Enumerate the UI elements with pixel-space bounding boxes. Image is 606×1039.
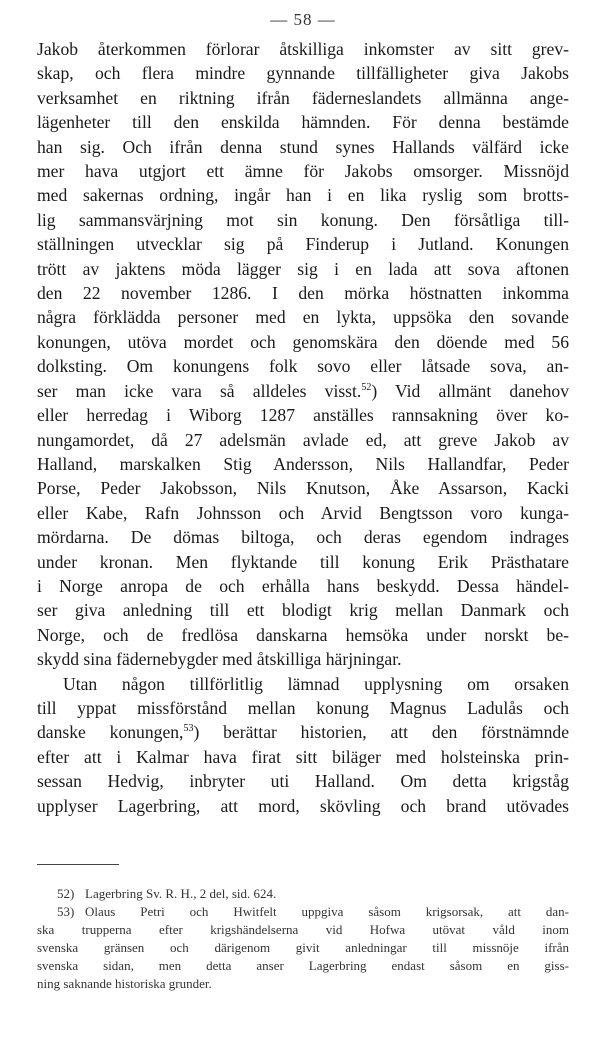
- footnote-53: [37, 903, 569, 993]
- paragraph-1: [37, 37, 569, 672]
- text-segment: danske konungen,: [37, 722, 184, 743]
- text-line: upplyser Lagerbring, att mord, skövling och brand utövades: [37, 795, 569, 816]
- text-line: han sig. Och ifrån denna stund synes Hallands välfärd icke: [37, 136, 569, 157]
- text-line: eller Kabe, Rafn Johnsson och Arvid Bengtsson voro kunga-: [37, 502, 569, 523]
- text-line: till yppat missförstånd mellan konung Magnus Ladulås och: [37, 697, 569, 718]
- page-number: — 58 —: [270, 10, 336, 29]
- footnote-line: [37, 903, 569, 921]
- footnote-divider: [37, 864, 119, 865]
- text-line-with-footnote-ref: [37, 720, 569, 744]
- text-line-with-footnote-ref: [37, 379, 569, 403]
- text-line: ställningen utvecklar sig på Finderup i Jutland. Konungen: [37, 234, 569, 255]
- text-line: dolksting. Om konungens folk sovo eller låtsade sova, an-: [37, 356, 569, 377]
- footnote-ref-52[interactable]: 52: [361, 381, 372, 393]
- text-segment: ser man icke vara så alldeles visst.: [37, 380, 362, 401]
- footnote-line: svenska gränsen och därigenom givit anledningar till missnöje ifrån: [37, 940, 569, 955]
- book-page: [37, 8, 569, 993]
- text-line: den 22 november 1286. I den mörka höstnatten inkomma: [37, 283, 569, 304]
- footnote-line: svenska sidan, men detta anser Lagerbring endast såsom en giss-: [37, 958, 569, 973]
- text-line: några förklädda personer med en lykta, uppsöka den sovande: [37, 307, 569, 328]
- footnote-text: Olaus Petri och Hwitfelt uppgiva såsom krigsorsak, att dan-: [85, 904, 569, 919]
- text-line: trött av jaktens möda lägger sig i en lada att sova aftonen: [37, 258, 569, 279]
- body-text: [37, 37, 569, 818]
- text-line: mer hava utgjort ett ämne för Jakobs omsorger. Missnöjd: [37, 161, 569, 182]
- text-line: lägenheter till den enskilda hämnden. För denna bestämde: [37, 112, 569, 133]
- footnote-line: ning saknande historiska grunder.: [37, 976, 212, 991]
- footnote-marker: 53): [57, 904, 75, 919]
- text-segment: ) berättar historien, att den förstnämnde: [193, 722, 570, 743]
- text-line: med sakernas ordning, ingår han i en lika ryslig som brotts-: [37, 185, 569, 206]
- text-line: Utan någon tillförlitlig lämnad upplysning om orsaken: [63, 673, 569, 694]
- text-line: nungamordet, då 27 adelsmän avlade ed, att greve Jakob av: [37, 429, 569, 450]
- text-line: efter att i Kalmar hava firat sitt biläger med holsteinska prin-: [37, 746, 569, 767]
- text-line: konungen, utöva mordet och genomskära den döende med 56: [37, 331, 569, 352]
- text-line: ser giva anledning till ett blodigt krig mellan Danmark och: [37, 600, 569, 621]
- footnote-52: [37, 885, 569, 903]
- text-line: Porse, Peder Jakobsson, Nils Knutson, Åke Assarson, Kacki: [37, 478, 569, 499]
- footnotes: [37, 885, 569, 993]
- text-line: eller herredag i Wiborg 1287 anställes rannsakning över ko-: [37, 405, 569, 426]
- text-segment: ) Vid allmänt danehov: [371, 380, 569, 401]
- text-line: Jakob återkommen förlorar åtskilliga inkomster av sitt grev-: [37, 39, 569, 59]
- text-line: Norge, och de fredlösa danskarna hemsöka under norskt be-: [37, 624, 569, 645]
- text-line: mördarna. De dömas biltoga, och deras egendom indrages: [37, 527, 569, 548]
- text-line: verksamhet en riktning ifrån fäderneslandets allmänna ange-: [37, 87, 569, 108]
- text-line: Halland, marskalken Stig Andersson, Nils Hallandfar, Peder: [37, 453, 569, 474]
- footnote-marker: 52): [57, 886, 75, 901]
- text-line: skap, och flera mindre gynnande tillfälligheter giva Jakobs: [37, 63, 569, 84]
- footnote-line: [37, 885, 569, 903]
- text-line: sessan Hedvig, inbryter uti Halland. Om detta krigståg: [37, 771, 569, 792]
- text-line: i Norge anropa de och erhålla hans beskydd. Dessa händel-: [37, 575, 569, 596]
- footnote-ref-53[interactable]: 53: [183, 723, 194, 735]
- paragraph-2: [37, 672, 569, 818]
- footnote-line: ska trupperna efter krigshändelserna vid Hofwa utövat våld inom: [37, 922, 569, 937]
- footnote-text: Lagerbring Sv. R. H., 2 del, sid. 624.: [85, 886, 277, 901]
- text-line: skydd sina fädernebygder med åtskilliga härjningar.: [37, 649, 402, 670]
- text-line: under kronan. Men flyktande till konung Erik Prästhatare: [37, 551, 569, 572]
- text-line: lig sammansvärjning mot sin konung. Den försåtliga till-: [37, 209, 569, 230]
